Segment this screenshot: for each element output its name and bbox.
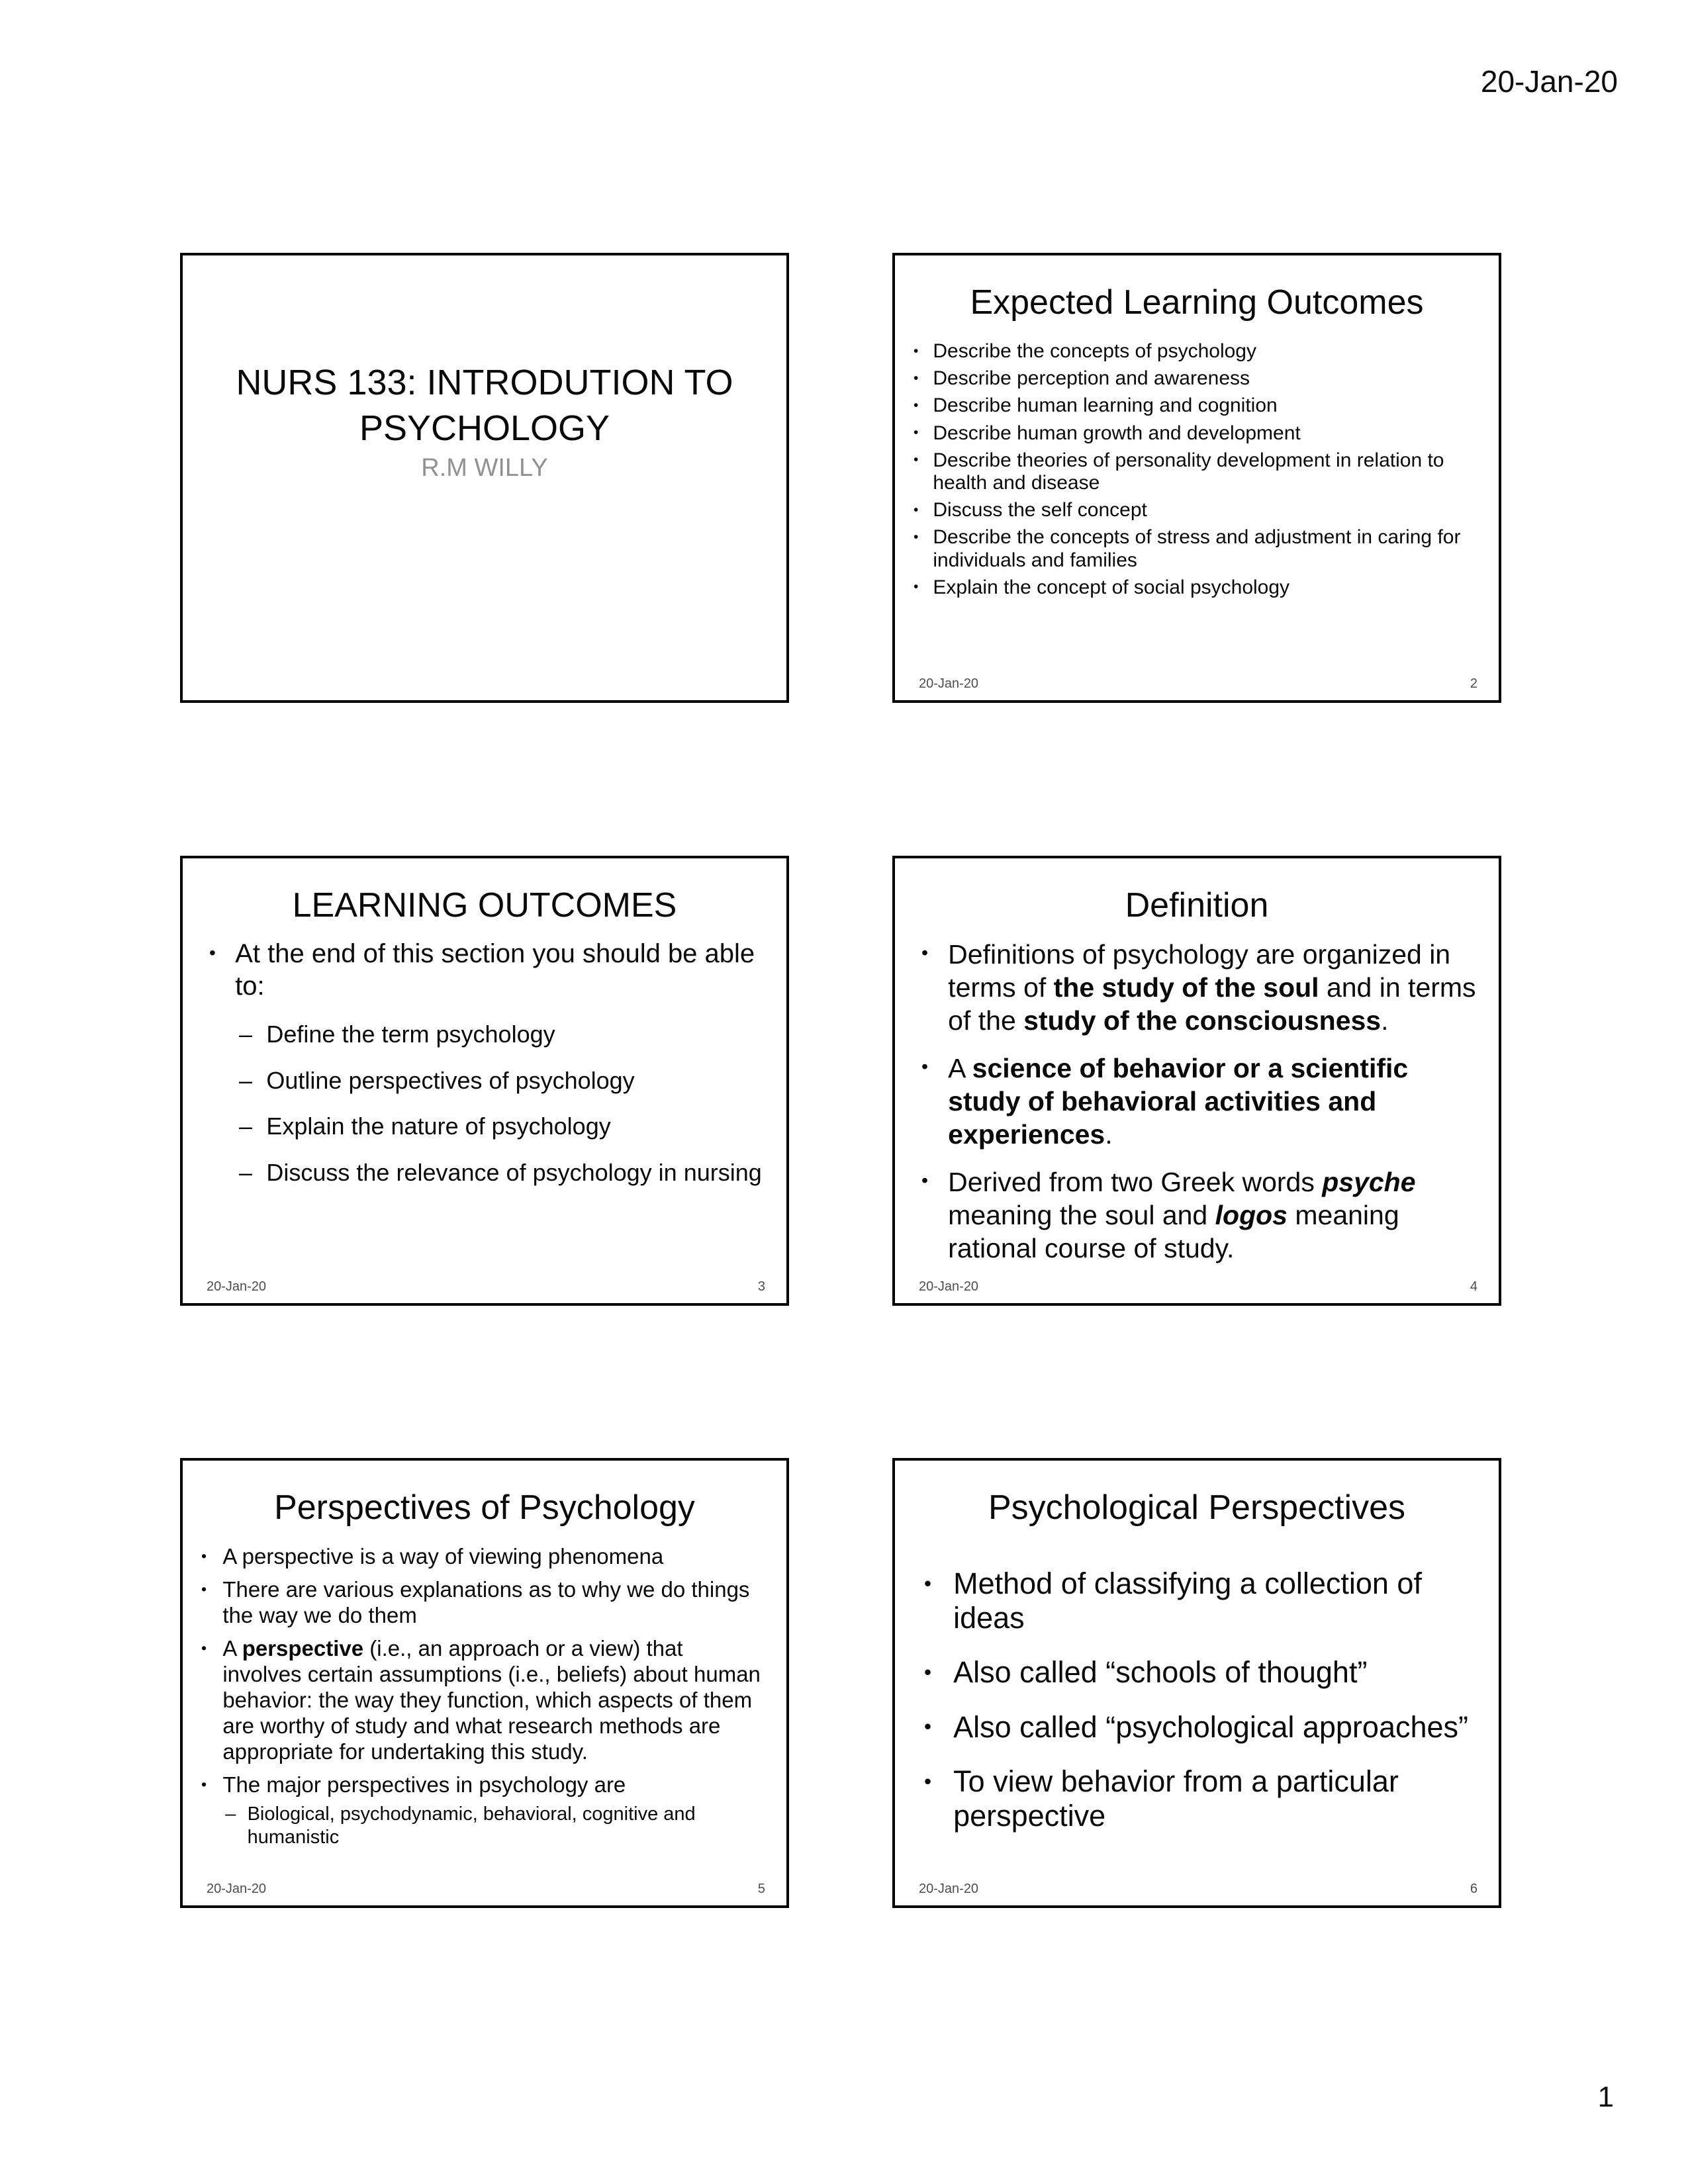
dot-bullet-marker: •	[914, 452, 919, 468]
sub-bullet-item	[201, 1803, 763, 1848]
slide-2-footer-date: 20-Jan-20	[919, 676, 979, 691]
bullet-item	[201, 1577, 763, 1629]
bullet-item	[209, 938, 764, 1003]
sub-bullet-item	[209, 1020, 764, 1049]
slide-3	[180, 856, 789, 1306]
slide-6-number: 6	[1470, 1882, 1477, 1896]
slide-4-number: 4	[1470, 1279, 1477, 1294]
slide-5-footer-date: 20-Jan-20	[207, 1882, 267, 1896]
slide-4-footer-date: 20-Jan-20	[919, 1279, 979, 1294]
slide-5-title: Perspectives of Psychology	[274, 1488, 695, 1527]
bullet-text: Discuss the relevance of psychology in nursing	[266, 1159, 762, 1187]
course-title-line-1: NURS 133: INTRODUTION TO	[236, 363, 733, 402]
slide-3-bullet-list	[209, 938, 764, 1187]
bullet-text: There are various explanations as to why we do things the way we do them	[222, 1576, 750, 1627]
slide-3-footer	[207, 1279, 765, 1295]
slide-4	[892, 856, 1501, 1306]
dot-bullet-marker: •	[914, 425, 919, 441]
bullet-text: Also called “psychological approaches”	[953, 1709, 1469, 1744]
bullet-item	[924, 1764, 1472, 1833]
dot-bullet-marker: •	[921, 942, 929, 964]
sub-bullet-item	[209, 1112, 764, 1141]
dot-bullet-marker: •	[921, 1170, 929, 1192]
dot-bullet-marker: •	[201, 1775, 207, 1793]
slide-5-number: 5	[757, 1882, 765, 1896]
dot-bullet-marker: •	[201, 1639, 207, 1657]
slide-2-footer	[919, 676, 1477, 692]
dash-bullet-marker: –	[239, 1159, 253, 1187]
slide-2-title: Expected Learning Outcomes	[970, 283, 1424, 322]
slide-6-footer-date: 20-Jan-20	[919, 1882, 979, 1896]
bullet-item	[914, 499, 1462, 522]
sub-bullet-item	[209, 1066, 764, 1095]
bullet-text: A science of behavior or a scientific study of behavioral activities and experiences.	[948, 1053, 1409, 1150]
bullet-text: Definitions of psychology are organized in terms of the study of the soul and in terms of the study of the consciousness.	[948, 939, 1476, 1036]
dot-bullet-marker: •	[201, 1580, 207, 1598]
bullet-item	[201, 1772, 763, 1798]
bullet-item	[914, 367, 1462, 390]
bullet-text: At the end of this section you should be able to:	[235, 939, 755, 1001]
dash-bullet-marker: –	[239, 1066, 253, 1094]
course-title-line-2: PSYCHOLOGY	[359, 408, 610, 449]
slide-2-bullet-list	[914, 340, 1462, 599]
slide-6-footer	[919, 1882, 1477, 1897]
dot-bullet-marker: •	[921, 1056, 929, 1078]
sub-bullet-item	[209, 1158, 764, 1187]
slide-5-footer	[207, 1882, 765, 1897]
dot-bullet-marker: •	[924, 1570, 932, 1595]
slide-3-footer-date: 20-Jan-20	[207, 1279, 267, 1294]
bullet-text: Describe human growth and development	[933, 422, 1301, 444]
dot-bullet-marker: •	[914, 397, 919, 413]
bullet-text: Describe human learning and cognition	[933, 394, 1278, 417]
dot-bullet-marker: •	[201, 1547, 207, 1565]
bullet-item	[914, 449, 1462, 494]
bullet-text: Define the term psychology	[266, 1020, 555, 1048]
dash-bullet-marker: –	[225, 1803, 236, 1825]
page-number: 1	[1597, 2081, 1614, 2113]
dot-bullet-marker: •	[924, 1714, 932, 1739]
page-header-date: 20-Jan-20	[1480, 64, 1618, 99]
bullet-text: Discuss the self concept	[933, 499, 1147, 522]
slide-5	[180, 1458, 789, 1908]
bullet-text: Also called “schools of thought”	[953, 1655, 1368, 1690]
slide-2	[892, 253, 1501, 703]
bullet-text: Describe the concepts of psychology	[933, 340, 1256, 362]
bullet-text: Describe theories of personality development in relation to health and disease	[933, 449, 1444, 494]
bullet-item	[914, 576, 1462, 599]
bullet-text: Outline perspectives of psychology	[266, 1066, 635, 1094]
bullet-item	[914, 394, 1462, 417]
dot-bullet-marker: •	[914, 579, 919, 595]
bullet-item	[201, 1636, 763, 1765]
bullet-item	[914, 526, 1462, 571]
bullet-item	[921, 1165, 1479, 1265]
bullet-text: Explain the concept of social psychology	[933, 576, 1290, 598]
bullet-text: The major perspectives in psychology are	[222, 1772, 626, 1797]
dot-bullet-marker: •	[209, 942, 216, 964]
bullet-item	[201, 1544, 763, 1570]
dot-bullet-marker: •	[924, 1768, 932, 1793]
bullet-item	[921, 1052, 1479, 1151]
slide-6	[892, 1458, 1501, 1908]
slide-3-title: LEARNING OUTCOMES	[292, 886, 677, 925]
slide-2-number: 2	[1470, 676, 1477, 691]
slide-4-footer	[919, 1279, 1477, 1295]
bullet-text: Explain the nature of psychology	[266, 1113, 611, 1140]
bullet-text: Method of classifying a collection of ideas	[953, 1567, 1422, 1635]
bullet-text: A perspective (i.e., an approach or a view) that involves certain assumptions (i.e., beliefs) about human behavior: the way they function, which aspects of them are worthy of study and what research methods are appropriate for undertaking this study.	[222, 1635, 761, 1764]
dot-bullet-marker: •	[914, 343, 919, 359]
bullet-item	[924, 1567, 1472, 1635]
slide-4-title: Definition	[1125, 886, 1269, 925]
author-name: R.M WILLY	[421, 454, 548, 482]
bullet-text: Describe the concepts of stress and adjustment in caring for individuals and families	[933, 526, 1461, 571]
bullet-item	[914, 422, 1462, 445]
slide-5-bullet-list	[201, 1544, 763, 1848]
bullet-text: Derived from two Greek words psyche meaning the soul and logos meaning rational course of study.	[948, 1167, 1416, 1264]
dot-bullet-marker: •	[914, 370, 919, 386]
bullet-text: Biological, psychodynamic, behavioral, cognitive and humanistic	[247, 1803, 696, 1848]
bullet-item	[924, 1655, 1472, 1690]
bullet-item	[924, 1710, 1472, 1745]
bullet-text: A perspective is a way of viewing phenomena	[222, 1544, 664, 1569]
slide-3-number: 3	[757, 1279, 765, 1294]
course-title	[222, 360, 747, 451]
dot-bullet-marker: •	[924, 1660, 932, 1684]
bullet-item	[914, 340, 1462, 363]
slide-6-title: Psychological Perspectives	[988, 1488, 1406, 1527]
dot-bullet-marker: •	[914, 529, 919, 545]
bullet-text: To view behavior from a particular perspective	[953, 1764, 1399, 1833]
slide-6-bullet-list	[924, 1567, 1472, 1833]
slide-1	[180, 253, 789, 703]
dash-bullet-marker: –	[239, 1020, 253, 1048]
slide-4-bullet-list	[921, 938, 1479, 1265]
bullet-item	[921, 938, 1479, 1037]
bullet-text: Describe perception and awareness	[933, 367, 1250, 390]
dot-bullet-marker: •	[914, 502, 919, 518]
dash-bullet-marker: –	[239, 1113, 253, 1140]
